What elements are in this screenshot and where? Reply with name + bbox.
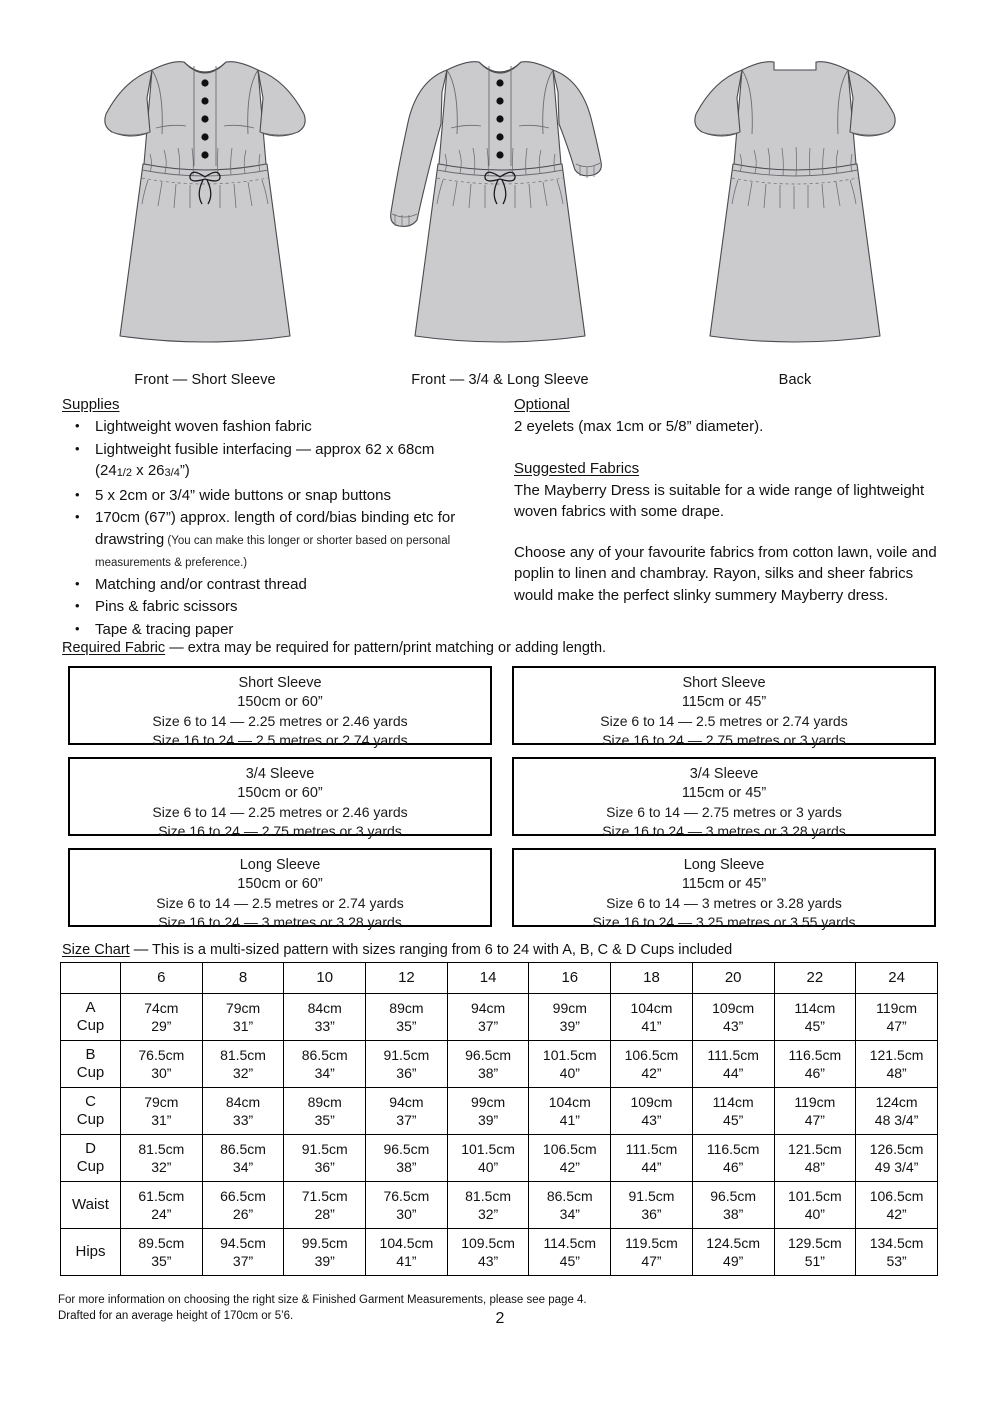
measurement-inches: 32” [151,1159,172,1175]
size-chart-cell [121,1135,203,1182]
size-header-cell: 16 [529,963,611,994]
size-chart-cell [774,1088,856,1135]
supplies-item-text: Lightweight woven fashion fabric [95,418,312,435]
measurement-inches: 35” [151,1253,172,1269]
measurement-cm: 106.5cm [624,1047,679,1063]
measurement-inches: 36” [314,1159,335,1175]
measurement-cm: 109cm [712,1000,755,1016]
page-number: 2 [495,1310,505,1327]
size-chart-cell [447,1135,529,1182]
measurement-cm: 121.5cm [787,1141,842,1157]
size-chart-row-label: A Cup [61,994,121,1041]
supplies-item-text: Tape & tracing paper [95,620,234,638]
measurement-inches: 34” [314,1065,335,1081]
measurement-inches: 45” [559,1253,580,1269]
measurement-cm: 81.5cm [220,1047,266,1063]
fabric-box [512,848,936,930]
size-chart-cell [529,1041,611,1088]
measurement-cm: 94cm [470,1000,506,1016]
measurement-inches: 43” [641,1112,662,1128]
interfacing-fraction-2: 3/4 [164,467,180,479]
supplies-item [62,439,514,484]
fabric-box-large-sizes: Size 16 to 24 — 2.75 metres or 3 yards [158,823,402,839]
measurement-cm: 116.5cm [706,1141,760,1157]
measurement-cm: 109.5cm [461,1235,515,1251]
measurement-inches: 45” [723,1112,744,1128]
size-chart-cell [202,1182,284,1229]
supplies-item [62,619,514,641]
measurement-inches: 37” [477,1018,499,1034]
fabric-box-small-sizes: Size 6 to 14 — 2.75 metres or 3 yards [606,804,842,820]
size-header-cell: 12 [366,963,448,994]
measurement-cm: 121.5cm [869,1047,924,1063]
size-chart-cell [284,1135,366,1182]
illustration-row [60,38,940,388]
supplies-item [62,416,514,438]
measurement-inches: 34” [232,1159,254,1175]
size-chart-cell [121,1088,203,1135]
measurement-inches: 47” [804,1112,825,1128]
supplies-item [62,574,514,596]
size-header-cell: 22 [774,963,856,994]
fabric-box [512,757,936,839]
size-chart-cell [366,1182,448,1229]
size-chart-cell [202,1135,284,1182]
size-chart-cell [856,994,938,1041]
interfacing-fraction-1: 1/2 [116,467,132,479]
measurement-inches: 51” [804,1253,825,1269]
fabric-box-sleeve: Long Sleeve [239,857,321,873]
size-header-cell: 8 [202,963,284,994]
measurement-inches: 49 3/4” [874,1159,919,1175]
interfacing-imperial-pre: (24 [95,462,117,479]
size-chart-note: — This is a multi-sized pattern with sizes ranging from 6 to 24 with A, B, C & D Cups included [129,942,733,958]
measurement-cm: 104cm [548,1094,591,1110]
measurement-cm: 89cm [307,1094,342,1110]
measurement-inches: 47” [886,1018,907,1034]
measurement-inches: 44” [641,1159,662,1175]
size-chart-cell [611,1041,693,1088]
measurement-inches: 33” [232,1112,254,1128]
size-chart-cell [284,1229,366,1276]
measurement-cm: 74cm [144,1000,179,1016]
supplies-item [62,507,514,573]
measurement-cm: 91.5cm [301,1141,348,1157]
measurement-inches: 39” [559,1018,580,1034]
size-chart-row [61,1135,938,1182]
measurement-inches: 33” [314,1018,335,1034]
size-chart-cell [692,1229,774,1276]
measurement-inches: 39” [477,1112,499,1128]
size-chart-cell [447,1041,529,1088]
size-chart-row-label: C Cup [61,1088,121,1135]
size-chart-cell [529,1088,611,1135]
size-chart-cell [366,1088,448,1135]
measurement-inches: 43” [477,1253,499,1269]
illustration-front-short-sleeve [60,36,350,388]
required-fabric-note: — extra may be required for pattern/print matching or adding length. [165,640,607,656]
optional-text: 2 eyelets (max 1cm or 5/8” diameter). [514,418,764,435]
size-chart-table [60,962,938,1276]
size-chart-cell [774,1182,856,1229]
measurement-cm: 99cm [470,1094,506,1110]
dress-figure-back [670,36,920,366]
fabric-box-sleeve: Short Sleeve [238,675,322,691]
illustration-caption: Front — 3/4 & Long Sleeve [411,372,589,388]
measurement-inches: 29” [151,1018,172,1034]
measurement-cm: 114cm [794,1000,836,1016]
size-chart-cell [121,1182,203,1229]
size-chart-cell [856,1135,938,1182]
size-header-cell: 6 [121,963,203,994]
size-chart-cell [774,1041,856,1088]
measurement-inches: 36” [396,1065,417,1081]
measurement-inches: 42” [559,1159,580,1175]
measurement-cm: 124.5cm [706,1235,760,1251]
size-chart-cell [856,1182,938,1229]
size-chart-cell [774,1229,856,1276]
measurement-cm: 89cm [389,1000,424,1016]
size-chart-cell [774,994,856,1041]
size-chart-cell [692,1135,774,1182]
size-chart-cell [366,994,448,1041]
size-chart-cell [284,1182,366,1229]
measurement-cm: 111.5cm [707,1047,759,1063]
measurement-inches: 39” [314,1253,335,1269]
measurement-cm: 114cm [712,1094,754,1110]
measurement-inches: 31” [232,1018,254,1034]
measurement-inches: 38” [396,1159,417,1175]
size-chart-cell [611,1135,693,1182]
measurement-inches: 42” [641,1065,662,1081]
measurement-inches: 31” [151,1112,172,1128]
measurement-cm: 101.5cm [542,1047,597,1063]
drawstring-label: drawstring [95,530,165,548]
size-chart-cell [856,1229,938,1276]
measurement-inches: 34” [559,1206,580,1222]
size-chart-row [61,1041,938,1088]
fabric-box-width: 115cm or 45” [681,785,767,801]
size-chart-cell [529,1182,611,1229]
size-chart-cell [529,1229,611,1276]
measurement-inches: 32” [477,1206,499,1222]
measurement-cm: 114.5cm [543,1235,597,1251]
measurement-inches: 44” [723,1065,744,1081]
supplies-item-text: Lightweight fusible interfacing — approx 62 x 68cm [95,440,435,458]
size-chart-cell [692,1088,774,1135]
measurement-inches: 30” [396,1206,417,1222]
size-chart-cell [692,994,774,1041]
size-chart-row-label: B Cup [61,1041,121,1088]
measurement-cm: 76.5cm [138,1047,185,1063]
size-chart-heading-line [62,942,732,958]
fabric-box-width: 115cm or 45” [681,694,767,710]
size-chart-cell [611,1182,693,1229]
required-fabric-grid [68,666,936,930]
size-chart-cell [366,1229,448,1276]
measurement-inches: 48” [804,1159,825,1175]
measurement-inches: 46” [723,1159,744,1175]
measurement-inches: 40” [477,1159,499,1175]
measurement-inches: 40” [804,1206,825,1222]
fabric-box-width: 150cm or 60” [237,876,323,892]
suggested-fabrics-heading: Suggested Fabrics [514,459,640,477]
supplies-heading: Supplies [62,396,120,413]
suggested-fabrics-paragraph-1: The Mayberry Dress is suitable for a wide range of lightweight woven fabrics with some drape. [514,481,925,520]
measurement-cm: 66.5cm [220,1188,266,1204]
size-chart-cell [529,1135,611,1182]
size-header-cell: 24 [856,963,938,994]
size-chart-cell [774,1135,856,1182]
measurement-cm: 84cm [225,1094,261,1110]
measurement-inches: 36” [641,1206,662,1222]
supplies-item [62,596,514,618]
size-chart-row-label: D Cup [61,1135,121,1182]
measurement-cm: 86.5cm [220,1141,266,1157]
measurement-cm: 104.5cm [379,1235,434,1251]
fabric-box-sleeve: 3/4 Sleeve [689,766,759,782]
supplies-column [62,396,514,641]
size-chart-cell [366,1041,448,1088]
supplies-item-text: Pins & fabric scissors [95,598,238,615]
measurement-cm: 96.5cm [383,1141,430,1157]
optional-and-fabrics-column [514,396,942,641]
fabric-box-width: 150cm or 60” [237,694,323,710]
measurement-cm: 94.5cm [220,1235,266,1251]
size-chart-cell [366,1135,448,1182]
size-chart-cell [202,1088,284,1135]
measurement-cm: 134.5cm [869,1235,924,1251]
measurement-cm: 76.5cm [383,1188,430,1204]
measurement-inches: 41” [559,1112,580,1128]
measurement-cm: 84cm [307,1000,342,1016]
size-chart-row-label: Hips [61,1229,121,1276]
measurement-inches: 32” [232,1065,254,1081]
measurement-inches: 43” [723,1018,744,1034]
measurement-inches: 53” [886,1253,907,1269]
size-chart-cell [202,994,284,1041]
required-fabric-label: Required Fabric [62,640,166,656]
illustration-caption: Front — Short Sleeve [134,372,276,388]
dress-figure-front-sleeves [375,36,625,366]
measurement-inches: 47” [641,1253,662,1269]
measurement-inches: 37” [232,1253,254,1269]
fabric-box [68,757,492,839]
optional-heading: Optional [514,396,570,413]
size-chart-cell [121,1041,203,1088]
dress-figure-front-short-sleeve [80,36,330,366]
fabric-box-width: 115cm or 45” [681,876,767,892]
suggested-fabrics-paragraph-2: Choose any of your favourite fabrics from cotton lawn, voile and poplin to linen and chambray. Rayon, silks and sheer fabrics would make the perfect slinky summery Mayberry dress. [514,543,937,604]
size-header-cell: 18 [611,963,693,994]
measurement-cm: 96.5cm [710,1188,757,1204]
size-chart-row [61,1229,938,1276]
fabric-box-small-sizes: Size 6 to 14 — 2.25 metres or 2.46 yards [152,804,408,820]
measurement-inches: 45” [804,1018,825,1034]
fabric-box-width: 150cm or 60” [237,785,323,801]
supplies-item [62,485,514,507]
drawstring-note: (You can make this longer or shorter based on personal measurements & preference.) [95,534,451,569]
measurement-cm: 104cm [630,1000,673,1016]
measurement-cm: 91.5cm [383,1047,430,1063]
illustration-front-three-quarter-long-sleeve [355,36,645,388]
fabric-box [512,666,936,748]
measurement-cm: 119cm [876,1000,918,1016]
size-chart-label: Size Chart [62,942,130,958]
measurement-cm: 106.5cm [542,1141,597,1157]
measurement-cm: 96.5cm [465,1047,512,1063]
measurement-inches: 37” [396,1112,417,1128]
footer-line-1: For more information on choosing the right size & Finished Garment Measurements, please see page 4. [58,1294,587,1306]
illustration-caption: Back [778,372,812,388]
size-chart-cell [202,1041,284,1088]
measurement-cm: 111.5cm [625,1141,678,1157]
measurement-cm: 89.5cm [138,1235,185,1251]
supplies-item-text: Matching and/or contrast thread [95,575,307,593]
interfacing-imperial-post: ”) [179,462,190,479]
measurement-cm: 116.5cm [788,1047,842,1063]
measurement-inches: 26” [232,1206,254,1222]
measurement-cm: 61.5cm [138,1188,185,1204]
measurement-inches: 48” [886,1065,907,1081]
fabric-box-large-sizes: Size 16 to 24 — 3 metres or 3.28 yards [602,823,846,839]
size-chart-cell [611,994,693,1041]
measurement-cm: 109cm [630,1094,673,1110]
measurement-cm: 81.5cm [465,1188,512,1204]
size-chart-cell [692,1182,774,1229]
size-chart-cell [692,1041,774,1088]
measurement-cm: 86.5cm [546,1188,593,1204]
size-chart-cell [447,1182,529,1229]
size-chart-cell [529,994,611,1041]
fabric-box-small-sizes: Size 6 to 14 — 2.25 metres or 2.46 yards [152,713,408,729]
required-fabric-heading-line [62,640,606,656]
measurement-cm: 101.5cm [787,1188,842,1204]
size-chart-row-label: Waist [61,1182,121,1229]
measurement-inches: 38” [477,1065,499,1081]
fabric-box-large-sizes: Size 16 to 24 — 3 metres or 3.28 yards [158,914,402,930]
size-chart-row [61,994,938,1041]
size-chart-cell [447,994,529,1041]
fabric-box-sleeve: Short Sleeve [682,675,766,691]
size-chart-corner-cell [61,963,121,994]
fabric-box-large-sizes: Size 16 to 24 — 2.5 metres or 2.74 yards [152,732,408,748]
size-chart-cell [284,1088,366,1135]
measurement-inches: 48 3/4” [874,1112,919,1128]
size-chart-cell [447,1229,529,1276]
size-chart-cell [447,1088,529,1135]
fabric-box-small-sizes: Size 6 to 14 — 2.5 metres or 2.74 yards [600,713,848,729]
fabric-box [68,666,492,748]
measurement-cm: 94cm [389,1094,424,1110]
measurement-inches: 30” [151,1065,172,1081]
info-columns [62,396,942,641]
measurement-cm: 79cm [144,1094,179,1110]
measurement-inches: 35” [314,1112,335,1128]
measurement-inches: 28” [314,1206,335,1222]
size-chart-row [61,1182,938,1229]
measurement-inches: 41” [641,1018,662,1034]
fabric-box-sleeve: Long Sleeve [683,857,765,873]
measurement-inches: 46” [804,1065,825,1081]
measurement-inches: 40” [559,1065,580,1081]
measurement-cm: 79cm [225,1000,261,1016]
size-chart-cell [611,1088,693,1135]
measurement-cm: 99.5cm [301,1235,348,1251]
supplies-list [62,416,514,640]
fabric-box-large-sizes: Size 16 to 24 — 3.25 metres or 3.55 yards [592,914,856,930]
measurement-cm: 129.5cm [787,1235,842,1251]
measurement-inches: 42” [886,1206,907,1222]
measurement-inches: 35” [396,1018,417,1034]
size-chart-cell [856,1088,938,1135]
size-chart-cell [202,1229,284,1276]
measurement-inches: 24” [151,1206,172,1222]
interfacing-imperial-mid: x 26 [131,462,165,479]
measurement-cm: 91.5cm [628,1188,675,1204]
size-chart-cell [611,1229,693,1276]
measurement-cm: 101.5cm [461,1141,515,1157]
measurement-cm: 99cm [552,1000,587,1016]
measurement-cm: 81.5cm [138,1141,185,1157]
measurement-cm: 106.5cm [869,1188,924,1204]
fabric-box-sleeve: 3/4 Sleeve [245,766,315,782]
size-chart-cell [121,994,203,1041]
measurement-cm: 71.5cm [301,1188,348,1204]
size-chart-header-row [61,963,938,994]
measurement-inches: 38” [723,1206,744,1222]
size-header-cell: 20 [692,963,774,994]
footer-line-2: Drafted for an average height of 170cm or 5’6. [58,1310,294,1322]
fabric-box-small-sizes: Size 6 to 14 — 2.5 metres or 2.74 yards [156,895,404,911]
measurement-inches: 49” [723,1253,744,1269]
measurement-cm: 119.5cm [625,1235,678,1251]
measurement-cm: 126.5cm [869,1141,924,1157]
size-chart-cell [121,1229,203,1276]
fabric-box-large-sizes: Size 16 to 24 — 2.75 metres or 3 yards [602,732,846,748]
size-chart-row [61,1088,938,1135]
illustration-back [650,36,940,388]
supplies-item-text: 170cm (67”) approx. length of cord/bias binding etc for [95,509,456,526]
size-chart-cell [284,1041,366,1088]
measurement-inches: 41” [396,1253,417,1269]
supplies-item-text: 5 x 2cm or 3/4” wide buttons or snap buttons [95,486,391,504]
size-header-cell: 14 [447,963,529,994]
size-chart-cell [856,1041,938,1088]
fabric-box [68,848,492,930]
measurement-cm: 119cm [794,1094,836,1110]
size-chart-cell [284,994,366,1041]
measurement-cm: 124cm [875,1094,918,1110]
fabric-box-small-sizes: Size 6 to 14 — 3 metres or 3.28 yards [606,895,842,911]
measurement-cm: 86.5cm [301,1047,348,1063]
size-header-cell: 10 [284,963,366,994]
